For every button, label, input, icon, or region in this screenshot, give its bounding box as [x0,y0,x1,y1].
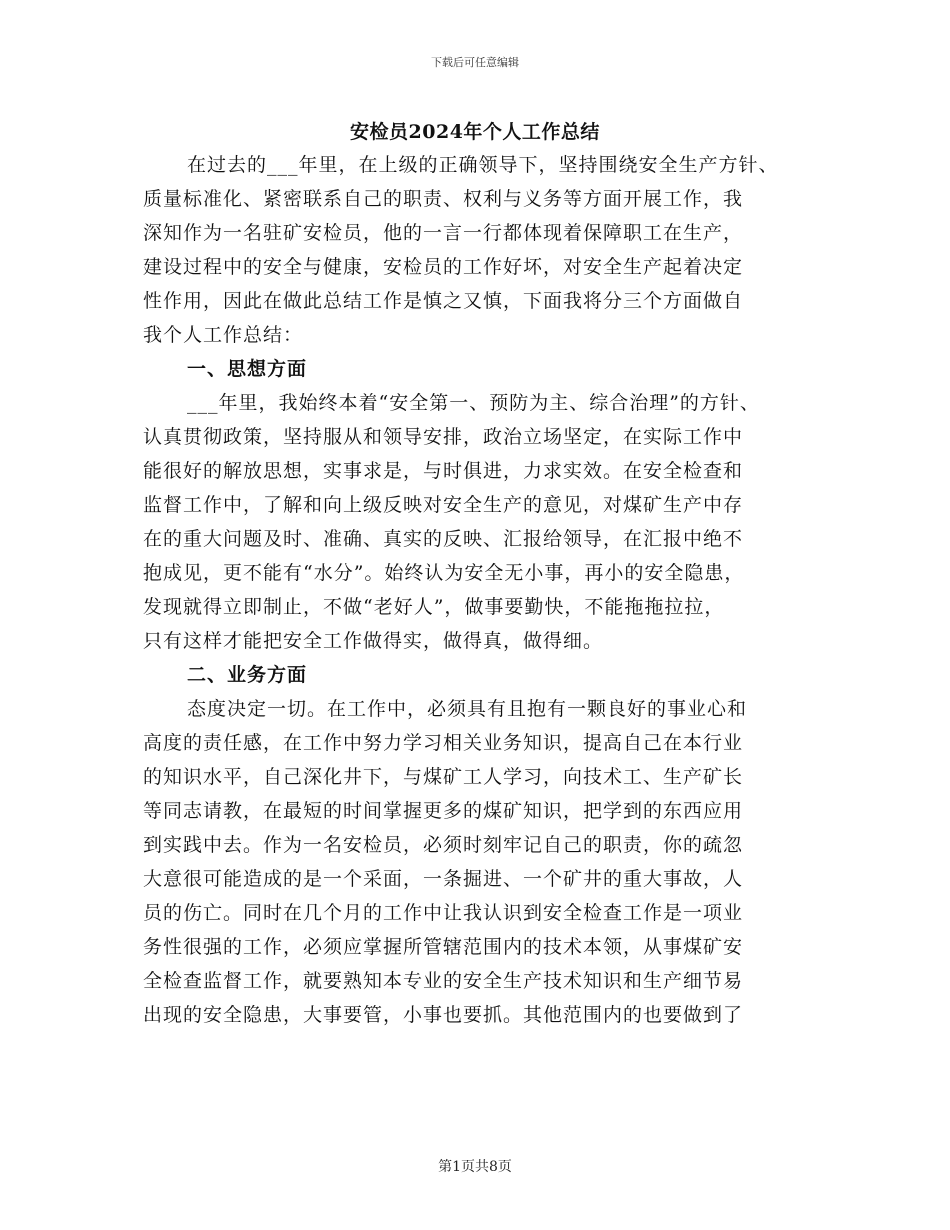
section-heading: 一、思想方面 [187,358,308,380]
paragraph-line: 出现的安全隐患，大事要管，小事也要抓。其他范围内的也要做到了 [143,1004,744,1026]
paragraph-line: 务性很强的工作，必须应掌握所管辖范围内的技术本领，从事煤矿安 [143,936,744,958]
header-note: 下载后可任意编辑 [431,56,519,69]
paragraph-line: 等同志请教，在最短的时间掌握更多的煤矿知识，把学到的东西应用 [143,800,744,822]
paragraph-line: 在过去的___年里，在上级的正确领导下，坚持围绕安全生产方针、 [187,154,779,176]
paragraph-line: 发现就得立即制止，不做“老好人”，做事要勤快，不能拖拖拉拉， [143,596,725,618]
document-title: 安检员2024年个人工作总结 [350,121,600,143]
paragraph-line: 只有这样才能把安全工作做得实，做得真，做得细。 [143,630,604,652]
paragraph-line: 高度的责任感，在工作中努力学习相关业务知识，提高自己在本行业 [143,732,744,754]
paragraph-line: 抱成见，更不能有“水分”。始终认为安全无小事，再小的安全隐患， [143,562,745,584]
paragraph-line: 我个人工作总结： [143,324,304,346]
paragraph-line: 认真贯彻政策，坚持服从和领导安排，政治立场坚定，在实际工作中 [143,426,744,448]
paragraph-line: 性作用，因此在做此总结工作是慎之又慎，下面我将分三个方面做自 [143,290,744,312]
paragraph-line: 建设过程中的安全与健康，安检员的工作好坏，对安全生产起着决定 [143,256,744,278]
paragraph-line: 的知识水平，自己深化井下，与煤矿工人学习，向技术工、生产矿长 [143,766,744,788]
paragraph-line: 到实践中去。作为一名安检员，必须时刻牢记自己的职责，你的疏忽 [143,834,744,856]
paragraph-line: 在的重大问题及时、准确、真实的反映、汇报给领导，在汇报中绝不 [143,528,744,550]
paragraph-line: 深知作为一名驻矿安检员，他的一言一行都体现着保障职工在生产， [143,222,744,244]
paragraph-line: 质量标准化、紧密联系自己的职责、权利与义务等方面开展工作，我 [143,188,744,210]
paragraph-line: 态度决定一切。在工作中，必须具有且抱有一颗良好的事业心和 [187,698,748,720]
paragraph-line: 员的伤亡。同时在几个月的工作中让我认识到安全检查工作是一项业 [143,902,744,924]
paragraph-line: 大意很可能造成的是一个采面，一条掘进、一个矿井的重大事故，人 [143,868,744,890]
document-body [143,148,823,1032]
paragraph-line: 全检查监督工作，就要熟知本专业的安全生产技术知识和生产细节易 [143,970,744,992]
page-footer: 第1页共8页 [438,1159,512,1175]
paragraph-line: 监督工作中，了解和向上级反映对安全生产的意见，对煤矿生产中存 [143,494,744,516]
section-heading: 二、业务方面 [187,664,308,686]
paragraph-line: 能很好的解放思想，实事求是，与时俱进，力求实效。在安全检查和 [143,460,744,482]
paragraph-line: ___年里，我始终本着“安全第一、预防为主、综合治理”的方针、 [187,392,760,414]
